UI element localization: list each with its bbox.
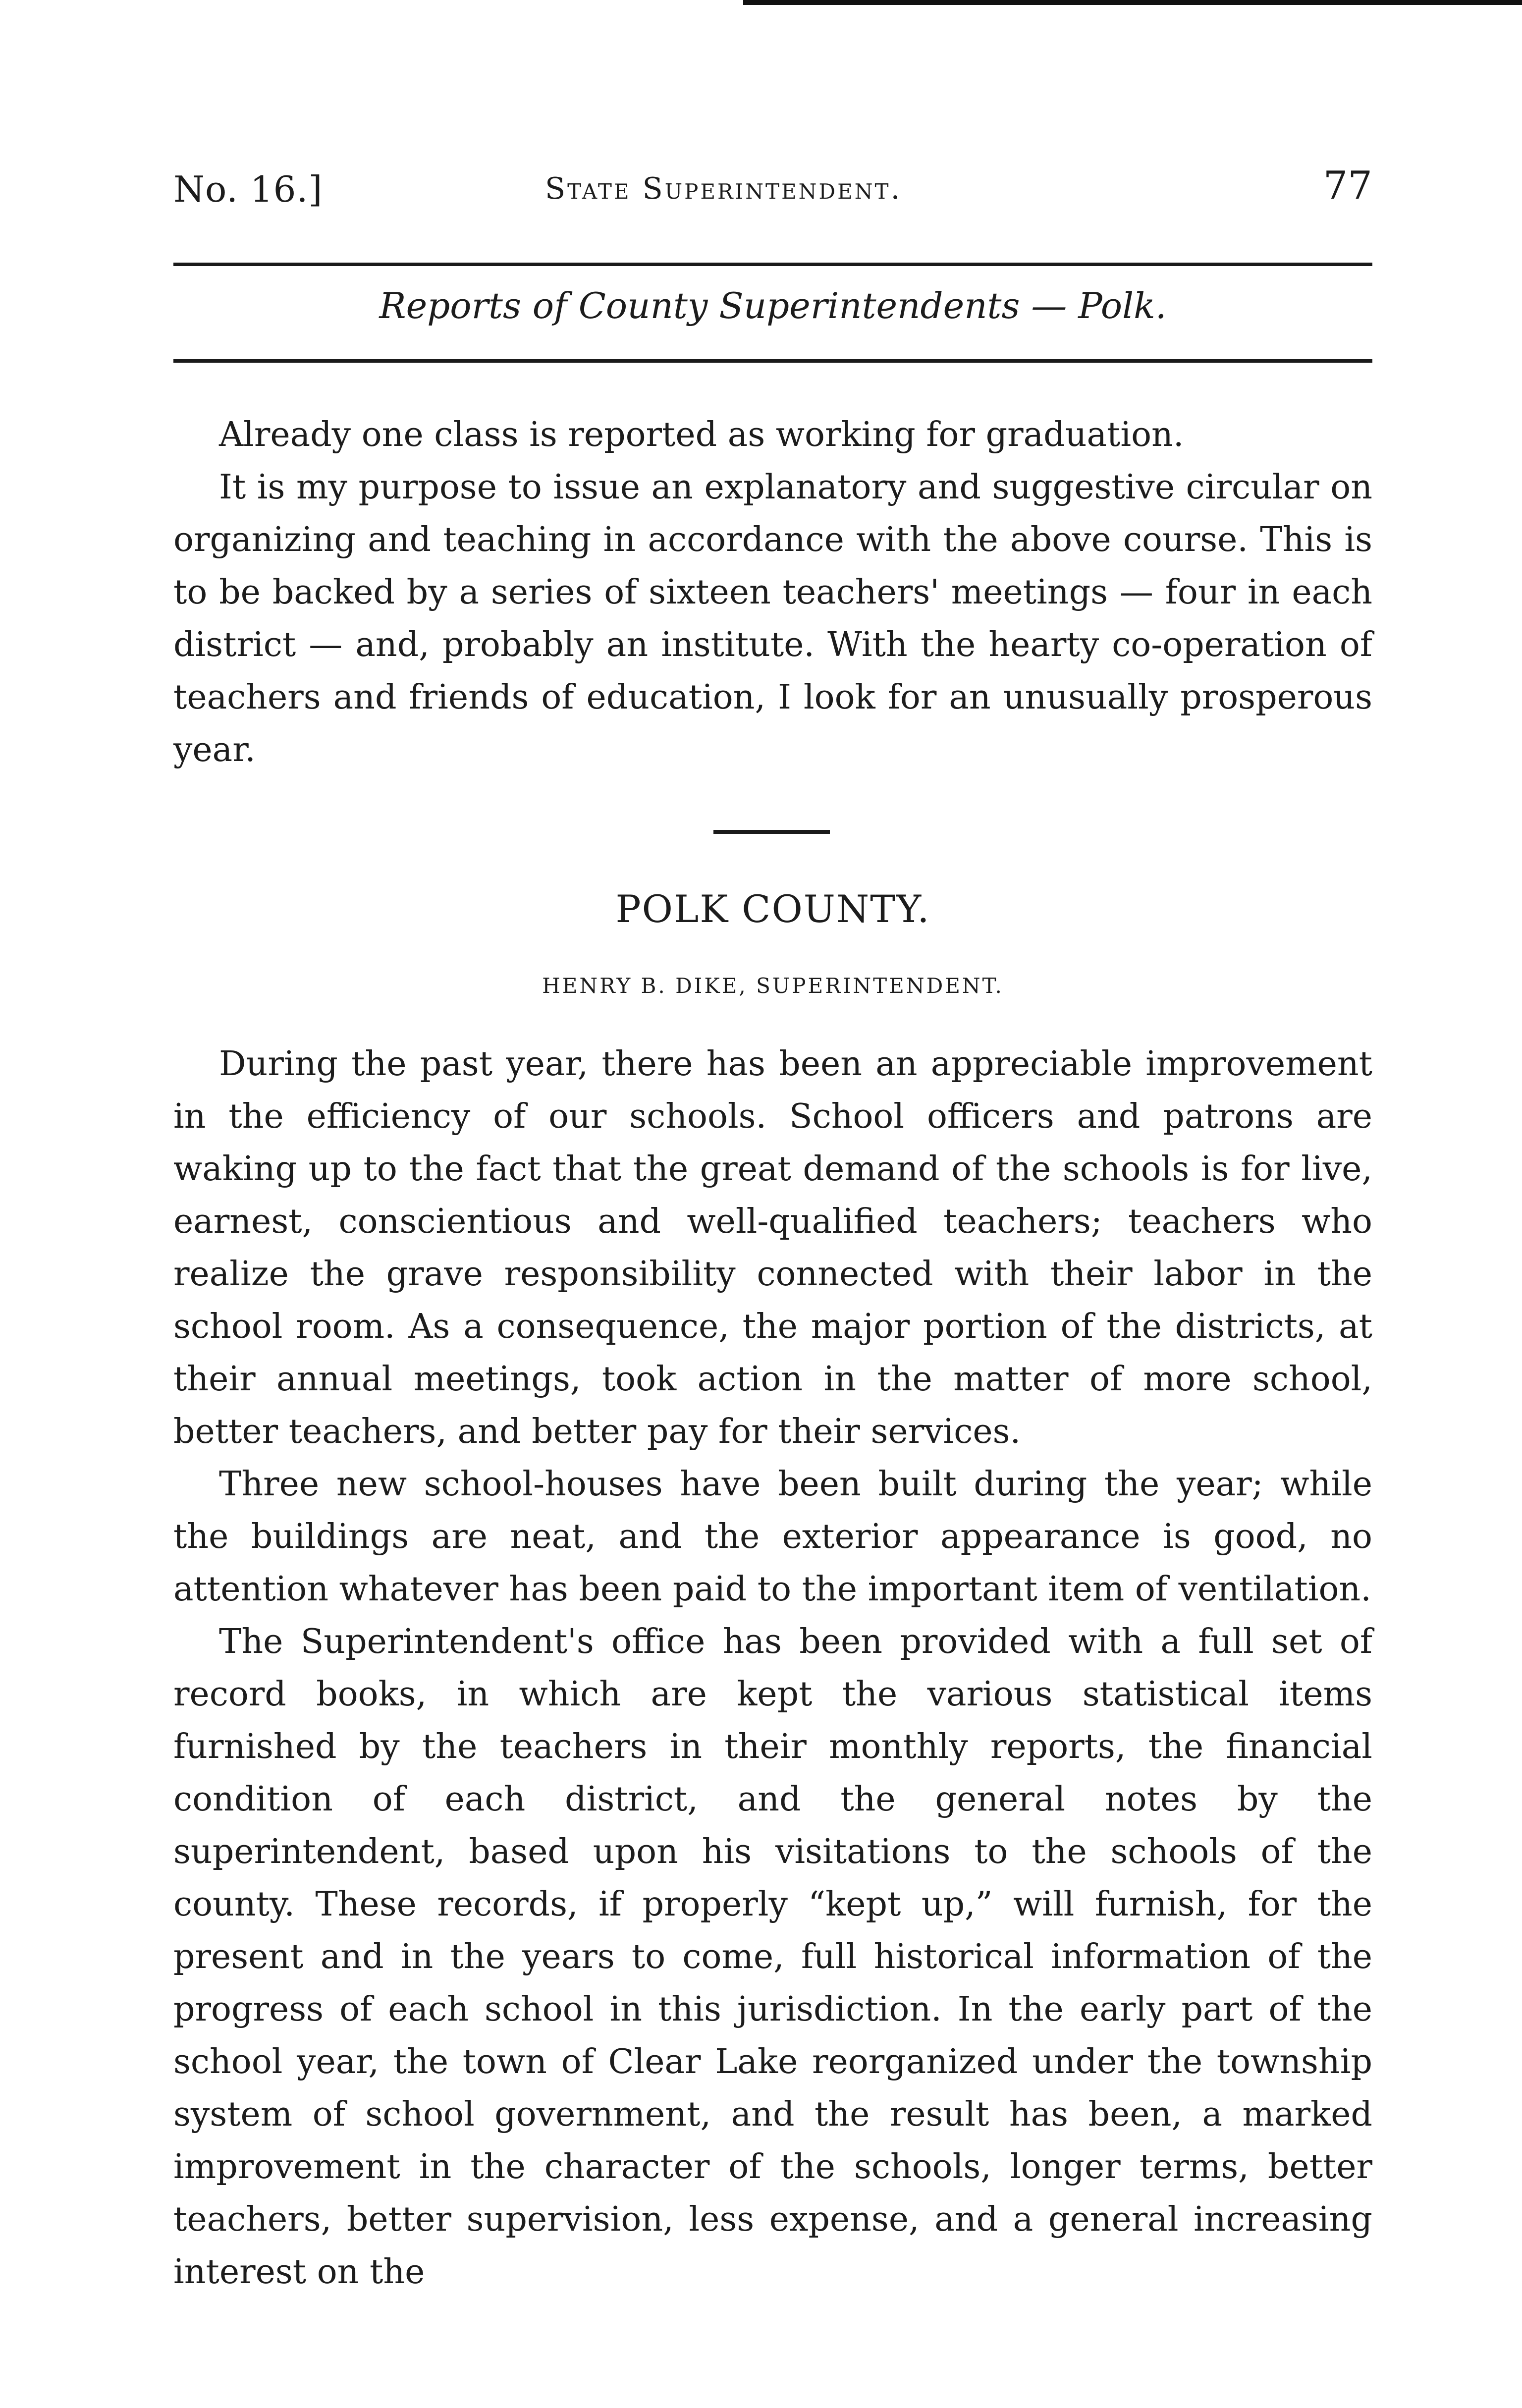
county-title: POLK COUNTY. — [615, 887, 930, 931]
paragraph: Already one class is reported as working for graduation. — [219, 415, 1184, 454]
scan-edge — [743, 0, 1522, 5]
header-rule-bottom — [173, 359, 1372, 363]
page-number: 77 — [1323, 164, 1372, 208]
header-rule-top — [173, 263, 1372, 266]
paragraph: Three new school-houses have been built during the year; while the buildings are neat, and the exterior appearance is good, no attention whatever has been paid to the important item of ventilation. — [173, 1465, 1372, 1609]
paragraph: During the past year, there has been an appreciable improvement in the efficiency of our schools. School officers and patrons are waking up to the fact that the great demand of the schools is for live, earnest, conscientious and well-qualified teachers; teachers who realize the grave responsibility connected with their labor in the school room. As a consequence, the major portion of the districts, at their annual meetings, took action in the matter of more school, better teachers, and better pay for their services. — [173, 1044, 1372, 1451]
report-text — [173, 1038, 1372, 2299]
section-divider — [713, 830, 830, 834]
running-title: State Superintendent. — [545, 171, 902, 206]
paragraph: It is my purpose to issue an explanatory and suggestive circular on organizing and teaching in accordance with the above course. This is to be backed by a series of sixteen teachers' meetings — four in each district — and, probably an institute. With the hearty co-operation of teachers and friends of education, I look for an unusually prosperous year. — [173, 468, 1372, 769]
paragraph: The Superintendent's office has been provided with a full set of record books, in which are kept the various statistical items furnished by the teachers in their monthly reports, the financial condition of each district, and the general notes by the superintendent, based upon his visitations to the schools of the county. These records, if properly “kept up,” will furnish, for the present and in the years to come, full historical information of the progress of each school in this jurisdiction. In the early part of the school year, the town of Clear Lake reorganized under the township system of school government, and the result has been, a marked improvement in the character of the schools, longer terms, better teachers, better supervision, less expense, and a general increasing interest on the — [173, 1622, 1372, 2292]
running-head — [168, 164, 1377, 218]
section-heading: Reports of County Superintendents — Polk. — [379, 285, 1167, 327]
superintendent-name: HENRY B. DIKE, SUPERINTENDENT. — [542, 974, 1004, 998]
opening-text — [173, 409, 1372, 776]
document-number: No. 16.] — [173, 168, 323, 210]
